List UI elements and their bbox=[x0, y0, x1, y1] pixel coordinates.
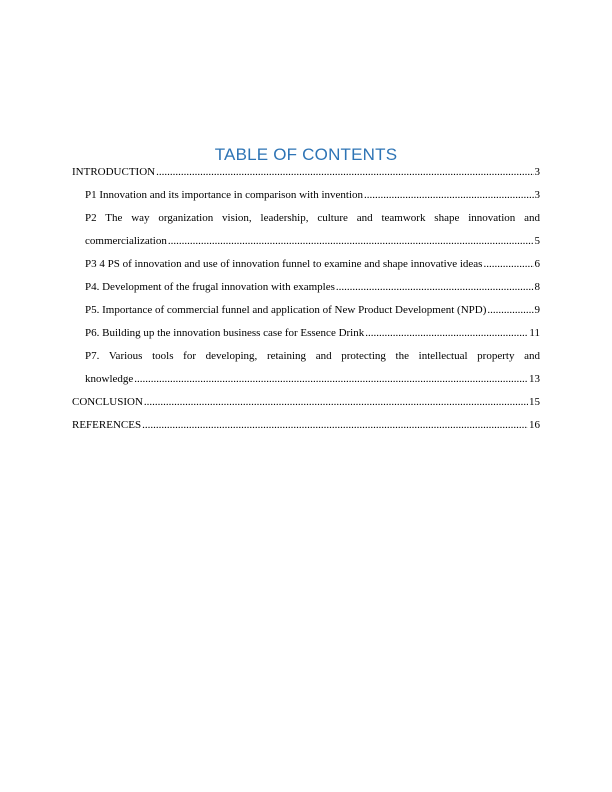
dot-leader bbox=[336, 281, 534, 293]
dot-leader bbox=[364, 189, 533, 201]
dot-leader bbox=[144, 396, 528, 408]
toc-entry-text: REFERENCES bbox=[72, 419, 142, 431]
dot-leader bbox=[156, 166, 533, 178]
dot-leader bbox=[142, 419, 528, 431]
toc-page-number: 13 bbox=[529, 373, 540, 385]
toc-page-number: 3 bbox=[534, 189, 540, 201]
toc-page-number: 16 bbox=[529, 419, 540, 431]
toc-entry-text: P4. Development of the frugal innovation with examples bbox=[85, 281, 335, 293]
dot-leader bbox=[168, 235, 534, 247]
toc-entry-p3[interactable] bbox=[72, 258, 540, 270]
dot-leader bbox=[134, 373, 528, 385]
toc-page-number: 3 bbox=[534, 166, 540, 178]
dot-leader bbox=[487, 304, 533, 316]
toc-entry-text: P6. Building up the innovation business case for Essence Drink bbox=[85, 327, 365, 339]
toc-entry-text-line2: knowledge bbox=[85, 373, 134, 385]
toc-entry-p7[interactable] bbox=[72, 350, 540, 385]
toc-entry-text: P1 Innovation and its importance in comparison with invention bbox=[85, 189, 364, 201]
dot-leader bbox=[483, 258, 533, 270]
toc-page-number: 9 bbox=[534, 304, 540, 316]
toc-entry-text: P5. Importance of commercial funnel and application of New Product Development (NPD) bbox=[85, 304, 487, 316]
toc-entry-p6[interactable] bbox=[72, 327, 540, 339]
toc-entry-text: P3 4 PS of innovation and use of innovation funnel to examine and shape innovative ideas bbox=[85, 258, 483, 270]
toc-entry-text-line1: P2 The way organization vision, leadership, culture and teamwork shape innovation and bbox=[85, 212, 540, 224]
toc-page-number: 5 bbox=[534, 235, 540, 247]
toc-page-number: 8 bbox=[534, 281, 540, 293]
toc-entry-p1[interactable] bbox=[72, 189, 540, 201]
toc-entry-introduction[interactable] bbox=[72, 166, 540, 178]
toc-page-number: 6 bbox=[534, 258, 540, 270]
toc-entry-p5[interactable] bbox=[72, 304, 540, 316]
toc-title: TABLE OF CONTENTS bbox=[214, 145, 398, 164]
toc-entry-text-line1: P7. Various tools for developing, retaining and protecting the intellectual property and bbox=[85, 350, 540, 362]
toc-page-number: 11 bbox=[529, 327, 540, 339]
toc-entry-text: CONCLUSION bbox=[72, 396, 143, 408]
toc-entry-references[interactable] bbox=[72, 419, 540, 431]
toc-page-number: 15 bbox=[529, 396, 540, 408]
toc-entry-conclusion[interactable] bbox=[72, 396, 540, 408]
toc-entry-text: INTRODUCTION bbox=[72, 166, 156, 178]
toc-entry-text-line2: commercialization bbox=[85, 235, 167, 247]
dot-leader bbox=[365, 327, 528, 339]
table-of-contents bbox=[72, 166, 540, 442]
toc-entry-p2[interactable] bbox=[72, 212, 540, 247]
toc-entry-p4[interactable] bbox=[72, 281, 540, 293]
